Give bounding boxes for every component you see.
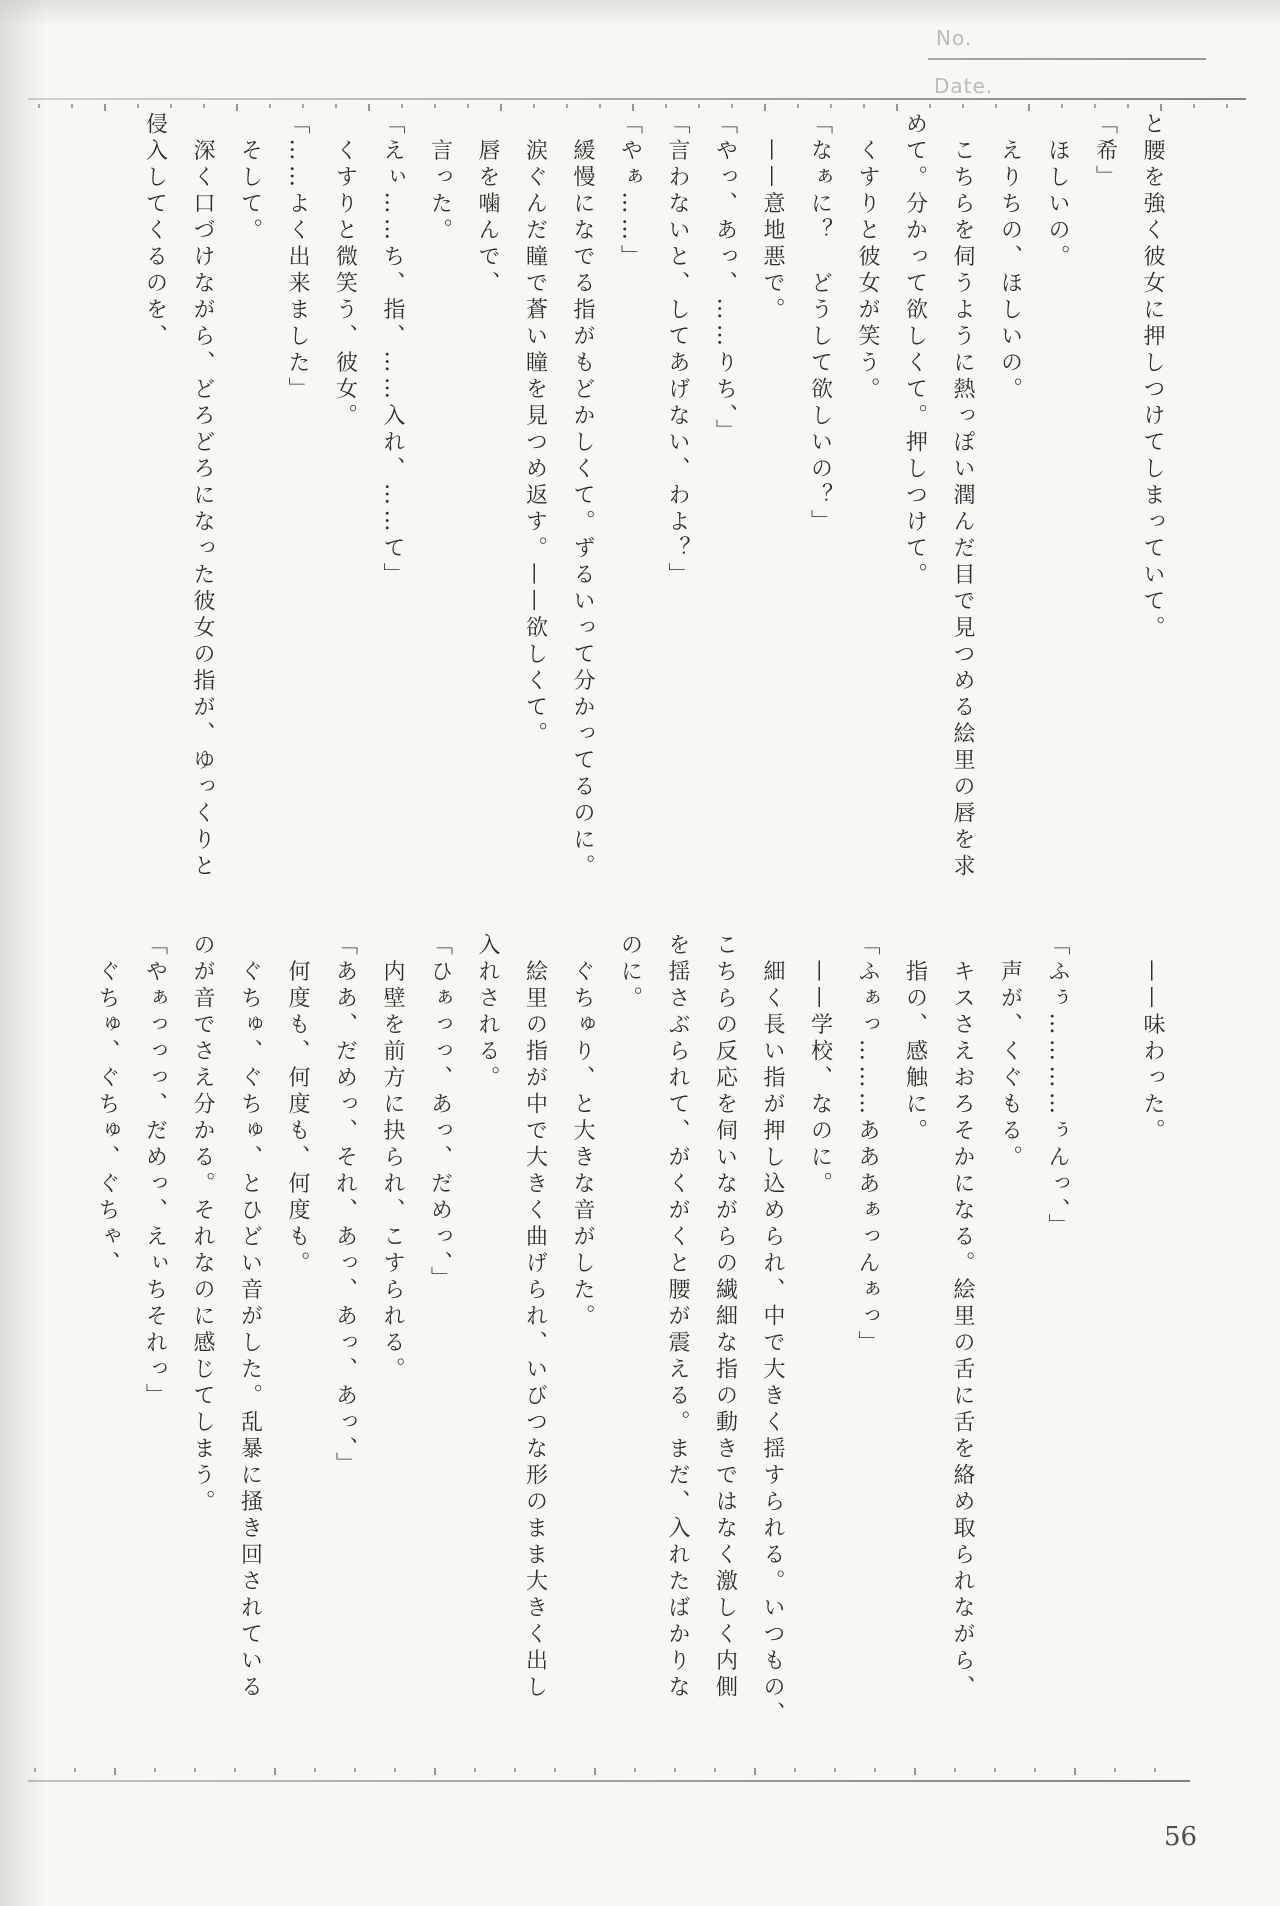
text-column xyxy=(1081,933,1129,1733)
ruler-tick xyxy=(74,1768,76,1772)
text-column: のが音でさえ分かる。それなのに感じてしまう。 xyxy=(190,933,215,1516)
ruler-tick xyxy=(234,1768,236,1772)
text-column: 涙ぐんだ瞳で蒼い瞳を見つめ返す。——欲しくて。 xyxy=(522,112,548,748)
ruler-tick xyxy=(674,1768,676,1772)
text-column: えりちの、ほしいの。 xyxy=(997,112,1023,404)
ruler-tick xyxy=(368,104,370,111)
text-column: と腰を強く彼女に押しつけてしまっていて。 xyxy=(1140,112,1165,642)
ruler-tick xyxy=(34,1768,36,1772)
ruler-tick xyxy=(797,104,799,108)
ruler-tick xyxy=(474,1768,476,1772)
ruler-tick xyxy=(834,1768,836,1772)
ruler-tick xyxy=(594,1768,596,1775)
text-column: 内壁を前方に抉られ、こすられる。 xyxy=(380,933,405,1384)
text-column: こちらの反応を伺いながらの繊細な指の動きではなく激しく内側 xyxy=(712,933,738,1702)
text-column: 「なぁに？ どうして欲しいの？」 xyxy=(807,112,833,536)
ruler-tick xyxy=(302,104,304,108)
text-column: くすりと彼女が笑う。 xyxy=(855,112,880,404)
ruler-tick xyxy=(533,104,535,108)
date-label: Date. xyxy=(934,74,994,98)
ruler-tick xyxy=(1028,104,1030,111)
ruler-tick xyxy=(394,1768,396,1772)
text-column: 何度も、何度も、何度も。 xyxy=(285,933,310,1278)
text-column: ——意地悪で。 xyxy=(760,112,785,324)
text-column: を揺さぶられて、がくがくと腰が震える。まだ、入れたばかりな xyxy=(665,933,690,1702)
scan-edge-shade-left xyxy=(0,0,46,1906)
ruler-tick xyxy=(38,104,40,108)
ruler-tick xyxy=(1114,1768,1116,1772)
ruler-tick xyxy=(71,104,73,108)
text-column: 深く口づけながら、どろどろになった彼女の指が、ゆっくりと xyxy=(190,112,215,881)
ruler-tick xyxy=(154,1768,156,1772)
ruler-tick xyxy=(1061,104,1063,108)
text-column: キスさえおろそかになる。絵里の舌に舌を絡め取られながら、 xyxy=(950,933,975,1702)
text-column: ——学校、なのに。 xyxy=(807,933,833,1198)
text-column: 「やぁっっっ、だめっ、えぃちそれっ」 xyxy=(142,933,168,1410)
text-column: 「えぃ……ち、指、……入れ、……て」 xyxy=(380,112,405,589)
ruler-tick xyxy=(104,104,106,111)
ruler-tick xyxy=(1074,1768,1076,1775)
ruler-tick xyxy=(1127,104,1129,108)
ruler-tick xyxy=(354,1768,356,1772)
text-column: 細く長い指が押し込められ、中で大きく揺すられる。いつもの、 xyxy=(760,933,785,1728)
ruler-tick xyxy=(632,104,634,111)
text-column: ぐちゅり、と大きな音がした。 xyxy=(570,933,595,1331)
ruler-tick xyxy=(995,104,997,108)
text-section-bottom xyxy=(83,933,1176,1733)
text-column: ほしいの。 xyxy=(1045,112,1070,271)
ruler-tick xyxy=(665,104,667,108)
ruler-tick xyxy=(1154,1768,1156,1772)
text-column: のに。 xyxy=(617,933,643,1013)
text-column: 指の、感触に。 xyxy=(902,933,928,1145)
ruler-tick xyxy=(500,104,502,111)
text-column: 「やぁ……」 xyxy=(617,112,643,271)
text-column: 絵里の指が中で大きく曲げられ、いびつな形のまま大きく出し xyxy=(522,933,548,1702)
text-column: 言った。 xyxy=(427,112,453,245)
ruler-tick xyxy=(314,1768,316,1772)
ruler-tick xyxy=(962,104,964,108)
ruler-tick xyxy=(194,1768,196,1772)
ruler-tick xyxy=(434,1768,436,1775)
text-column: 唇を噛んで、 xyxy=(475,112,500,298)
text-column: 「ふぅ…………ぅんっ、」 xyxy=(1045,933,1070,1240)
ruler-tick xyxy=(874,1768,876,1772)
no-label: No. xyxy=(936,26,973,50)
text-column: くすりと微笑う、彼女。 xyxy=(332,112,358,430)
text-column: めて。分かって欲しくて。押しつけて。 xyxy=(902,112,928,589)
ruler-tick xyxy=(335,104,337,108)
page-number: 56 xyxy=(1164,1822,1198,1852)
ruler-tick xyxy=(274,1768,276,1775)
ruler-tick xyxy=(634,1768,636,1772)
text-column: 緩慢になでる指がもどかしくて。ずるいって分かってるのに。 xyxy=(570,112,595,881)
ruler-tick xyxy=(269,104,271,108)
ruler-tick xyxy=(1226,104,1228,108)
text-column: 「やっ、あっ、……りち、」 xyxy=(712,112,738,446)
ruler-tick xyxy=(236,104,238,111)
text-column: 「ふぁっ………あああぁっんぁっ」 xyxy=(855,933,880,1357)
ruler-tick xyxy=(554,1768,556,1772)
ruler-tick xyxy=(1160,104,1162,111)
ruler-tick xyxy=(994,1768,996,1772)
ruler-tick xyxy=(114,1768,116,1775)
ruler-tick xyxy=(1193,104,1195,108)
text-column: 「言わないと、してあげない、わよ？」 xyxy=(665,112,690,589)
ruler-tick xyxy=(830,104,832,108)
ruler-tick xyxy=(714,1768,716,1772)
text-column: こちらを伺うように熱っぽい潤んだ目で見つめる絵里の唇を求 xyxy=(950,112,975,881)
text-column: 「ひぁっっ、あっ、だめっ、」 xyxy=(427,933,453,1293)
ruler-tick xyxy=(599,104,601,108)
ruler-tick xyxy=(434,104,436,108)
date-underline xyxy=(28,98,1246,100)
ruler-tick xyxy=(764,104,766,111)
text-column: ——味わった。 xyxy=(1140,933,1165,1145)
text-column: 入れされる。 xyxy=(475,933,500,1092)
ruler-tick xyxy=(896,104,898,111)
text-column: ぐちゅ、ぐちゅ、ぐちゃ、 xyxy=(95,933,120,1278)
header-ruler-ticks xyxy=(38,104,1253,112)
text-column: 「ああ、だめっ、それ、あっ、あっ、あっ、」 xyxy=(332,933,358,1479)
text-column: そして。 xyxy=(237,112,263,245)
ruler-tick xyxy=(929,104,931,108)
footer-rule xyxy=(28,1780,1190,1782)
text-column: ぐちゅ、ぐちゅ、とひどい音がした。乱暴に掻き回されている xyxy=(237,933,263,1702)
ruler-tick xyxy=(1094,104,1096,108)
ruler-tick xyxy=(1034,1768,1036,1772)
text-column: 声が、くぐもる。 xyxy=(997,933,1023,1172)
ruler-tick xyxy=(731,104,733,108)
ruler-tick xyxy=(754,1768,756,1775)
ruler-tick xyxy=(794,1768,796,1772)
ruler-tick xyxy=(401,104,403,108)
text-column: 侵入してくるのを、 xyxy=(142,112,168,351)
scan-edge-shade-top xyxy=(0,0,1280,26)
ruler-tick xyxy=(914,1768,916,1775)
ruler-tick xyxy=(203,104,205,108)
ruler-tick xyxy=(137,104,139,108)
ruler-tick xyxy=(566,104,568,108)
ruler-tick xyxy=(514,1768,516,1772)
text-column: 「希」 xyxy=(1092,112,1118,192)
text-section-top xyxy=(130,112,1176,884)
text-column: 「……よく出来ました」 xyxy=(285,112,310,404)
ruler-tick xyxy=(698,104,700,108)
footer-ruler-ticks xyxy=(34,1768,1194,1776)
no-underline xyxy=(928,58,1206,60)
ruler-tick xyxy=(170,104,172,108)
ruler-tick xyxy=(863,104,865,108)
ruler-tick xyxy=(467,104,469,108)
ruler-tick xyxy=(954,1768,956,1772)
